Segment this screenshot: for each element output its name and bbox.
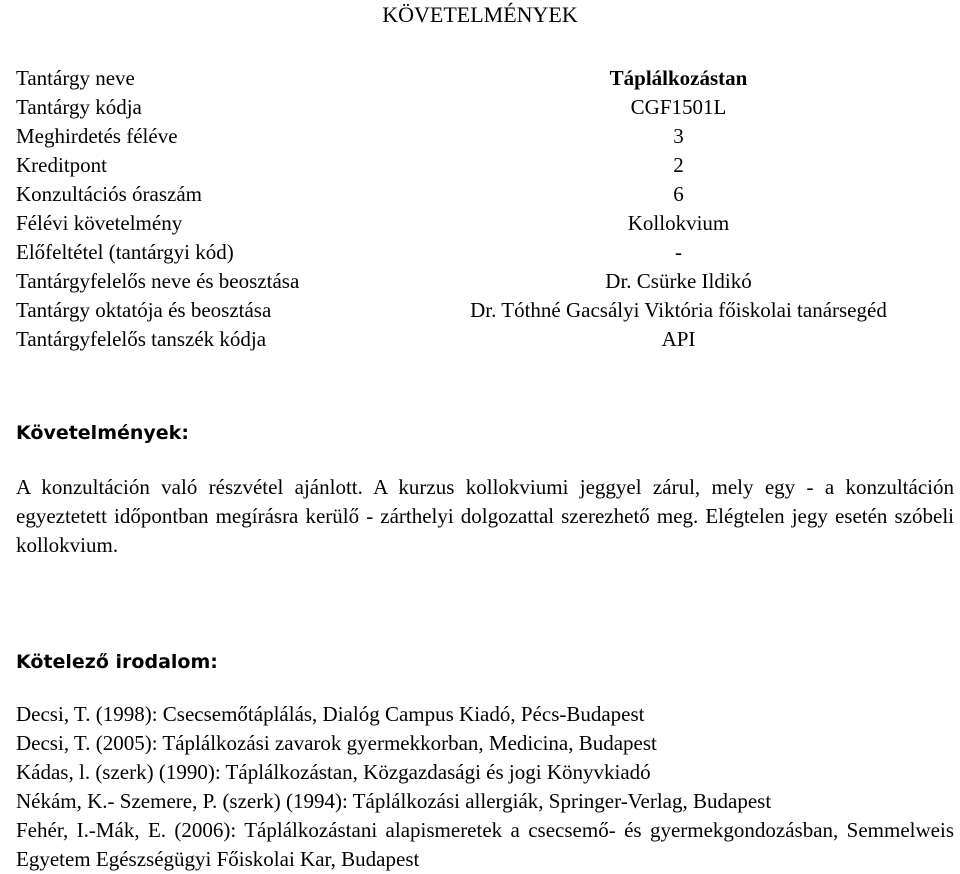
info-value: 3 — [673, 124, 684, 148]
info-row-instructor — [16, 296, 958, 325]
info-value: API — [661, 327, 696, 351]
requirements-paragraph: A konzultáción való részvétel ajánlott. A kurzus kollokviumi jeggyel zárul, mely egy - a konzultáción egyeztetett időpontban megírásra kerülő - zárthelyi dolgozattal szerezhető meg. Elégtelen jegy esetén szóbeli kollokvium. — [16, 475, 954, 557]
info-row-department-code — [16, 325, 958, 354]
info-value: Dr. Tóthné Gacsályi Viktória főiskolai tanársegéd — [470, 298, 887, 322]
page-title: KÖVETELMÉNYEK — [382, 2, 578, 27]
info-row-course-code — [16, 93, 958, 122]
info-value: CGF1501L — [630, 95, 727, 119]
info-row-consultation-hours — [16, 180, 958, 209]
literature-item: Nékám, K.- Szemere, P. (szerk) (1994): Táplálkozási allergiák, Springer-Verlag, Budapest — [16, 789, 772, 813]
requirements-heading: Követelmények: — [16, 422, 189, 444]
info-row-semester — [16, 122, 958, 151]
info-label: Tantárgy oktatója és beosztása — [16, 298, 272, 322]
info-value: Táplálkozástan — [609, 66, 748, 90]
info-label: Tantárgy kódja — [16, 95, 142, 119]
info-value: Dr. Csürke Ildikó — [605, 269, 752, 293]
info-row-prerequisite — [16, 238, 958, 267]
info-row-requirement — [16, 209, 958, 238]
literature-item: Decsi, T. (2005): Táplálkozási zavarok gyermekkorban, Medicina, Budapest — [16, 731, 657, 755]
info-row-credits — [16, 151, 958, 180]
info-label: Tantárgy neve — [16, 66, 135, 90]
info-label: Félévi követelmény — [16, 211, 183, 235]
literature-heading: Kötelező irodalom: — [16, 651, 218, 673]
info-label: Konzultációs óraszám — [16, 182, 203, 206]
info-row-responsible — [16, 267, 958, 296]
info-label: Tantárgyfelelős neve és beosztása — [16, 269, 300, 293]
info-label: Előfeltétel (tantárgyi kód) — [16, 240, 234, 264]
info-row-course-name — [16, 64, 958, 93]
info-value: 6 — [673, 182, 684, 206]
literature-item: Decsi, T. (1998): Csecsemőtáplálás, Dialóg Campus Kiadó, Pécs-Budapest — [16, 702, 645, 726]
info-label: Meghirdetés féléve — [16, 124, 178, 148]
literature-item: Kádas, l. (szerk) (1990): Táplálkozástan, Közgazdasági és jogi Könyvkiadó — [16, 760, 651, 784]
literature-item: Fehér, I.-Mák, E. (2006): Táplálkozástani alapismeretek a csecsemő- és gyermekgondozásban, Semmelweis Egyetem Egészségügyi Főiskolai Kar, Budapest — [16, 818, 954, 871]
info-value: Kollokvium — [627, 211, 730, 235]
info-label: Tantárgyfelelős tanszék kódja — [16, 327, 267, 351]
info-value: - — [675, 240, 682, 264]
course-info-table — [16, 64, 958, 354]
info-label: Kreditpont — [16, 153, 107, 177]
info-value: 2 — [673, 153, 684, 177]
literature-list — [16, 700, 954, 874]
